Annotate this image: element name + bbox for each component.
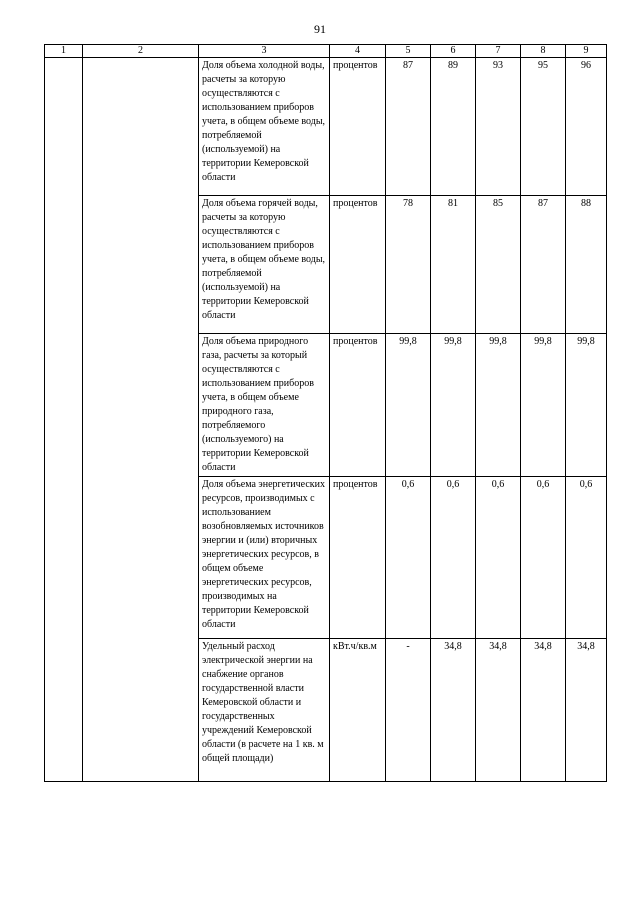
- value-cell: 95: [521, 58, 566, 196]
- indicator-description: Доля объема горячей воды, расчеты за которую осуществляются с использованием приборов учета, в общем объеме воды, потребляемой (используемой) на территории Кемеровской области: [199, 196, 330, 334]
- value-cell: 0,6: [521, 477, 566, 639]
- value-cell: 99,8: [476, 334, 521, 477]
- value-cell: 85: [476, 196, 521, 334]
- indicator-description: Доля объема природного газа, расчеты за который осуществляются с использованием приборов учета, в общем объеме природного газа, потребляемого (используемого) на территории Кемеровской области: [199, 334, 330, 477]
- header-cell-4: 4: [330, 45, 386, 58]
- header-row: [45, 45, 607, 58]
- indicator-unit: процентов: [330, 477, 386, 639]
- indicators-table: [44, 44, 607, 782]
- value-cell: 99,8: [386, 334, 431, 477]
- value-cell: 81: [431, 196, 476, 334]
- value-cell: 0,6: [431, 477, 476, 639]
- value-cell: 87: [386, 58, 431, 196]
- header-cell-1: 1: [45, 45, 83, 58]
- indicator-description: Доля объема энергетических ресурсов, производимых с использованием возобновляемых источников энергии и (или) вторичных энергетических ресурсов, в общем объеме энергетических ресурсов, производимых на территории Кемеровской области: [199, 477, 330, 639]
- header-cell-2: 2: [83, 45, 199, 58]
- value-cell: -: [386, 639, 431, 782]
- program-cell: [83, 58, 199, 782]
- header-cell-5: 5: [386, 45, 431, 58]
- value-cell: 0,6: [386, 477, 431, 639]
- value-cell: 0,6: [476, 477, 521, 639]
- header-cell-8: 8: [521, 45, 566, 58]
- indicator-description: Удельный расход электрической энергии на снабжение органов государственной власти Кемеровской области и государственных учреждений Кемеровской области (в расчете на 1 кв. м общей площади): [199, 639, 330, 782]
- indicator-unit: процентов: [330, 196, 386, 334]
- indicator-unit: процентов: [330, 58, 386, 196]
- indicator-description: Доля объема холодной воды, расчеты за которую осуществляются с использованием приборов учета, в общем объеме воды, потребляемой (используемой) на территории Кемеровской области: [199, 58, 330, 196]
- value-cell: 78: [386, 196, 431, 334]
- value-cell: 34,8: [431, 639, 476, 782]
- row-number-cell: [45, 58, 83, 782]
- header-cell-7: 7: [476, 45, 521, 58]
- header-cell-6: 6: [431, 45, 476, 58]
- header-cell-9: 9: [566, 45, 607, 58]
- value-cell: 99,8: [521, 334, 566, 477]
- value-cell: 88: [566, 196, 607, 334]
- indicator-unit: процентов: [330, 334, 386, 477]
- value-cell: 89: [431, 58, 476, 196]
- value-cell: 93: [476, 58, 521, 196]
- value-cell: 96: [566, 58, 607, 196]
- value-cell: 34,8: [476, 639, 521, 782]
- header-cell-3: 3: [199, 45, 330, 58]
- value-cell: 34,8: [566, 639, 607, 782]
- value-cell: 99,8: [431, 334, 476, 477]
- indicator-unit: кВт.ч/кв.м: [330, 639, 386, 782]
- value-cell: 34,8: [521, 639, 566, 782]
- value-cell: 0,6: [566, 477, 607, 639]
- value-cell: 99,8: [566, 334, 607, 477]
- value-cell: 87: [521, 196, 566, 334]
- page-number: 91: [314, 22, 326, 36]
- table-row: [45, 58, 607, 196]
